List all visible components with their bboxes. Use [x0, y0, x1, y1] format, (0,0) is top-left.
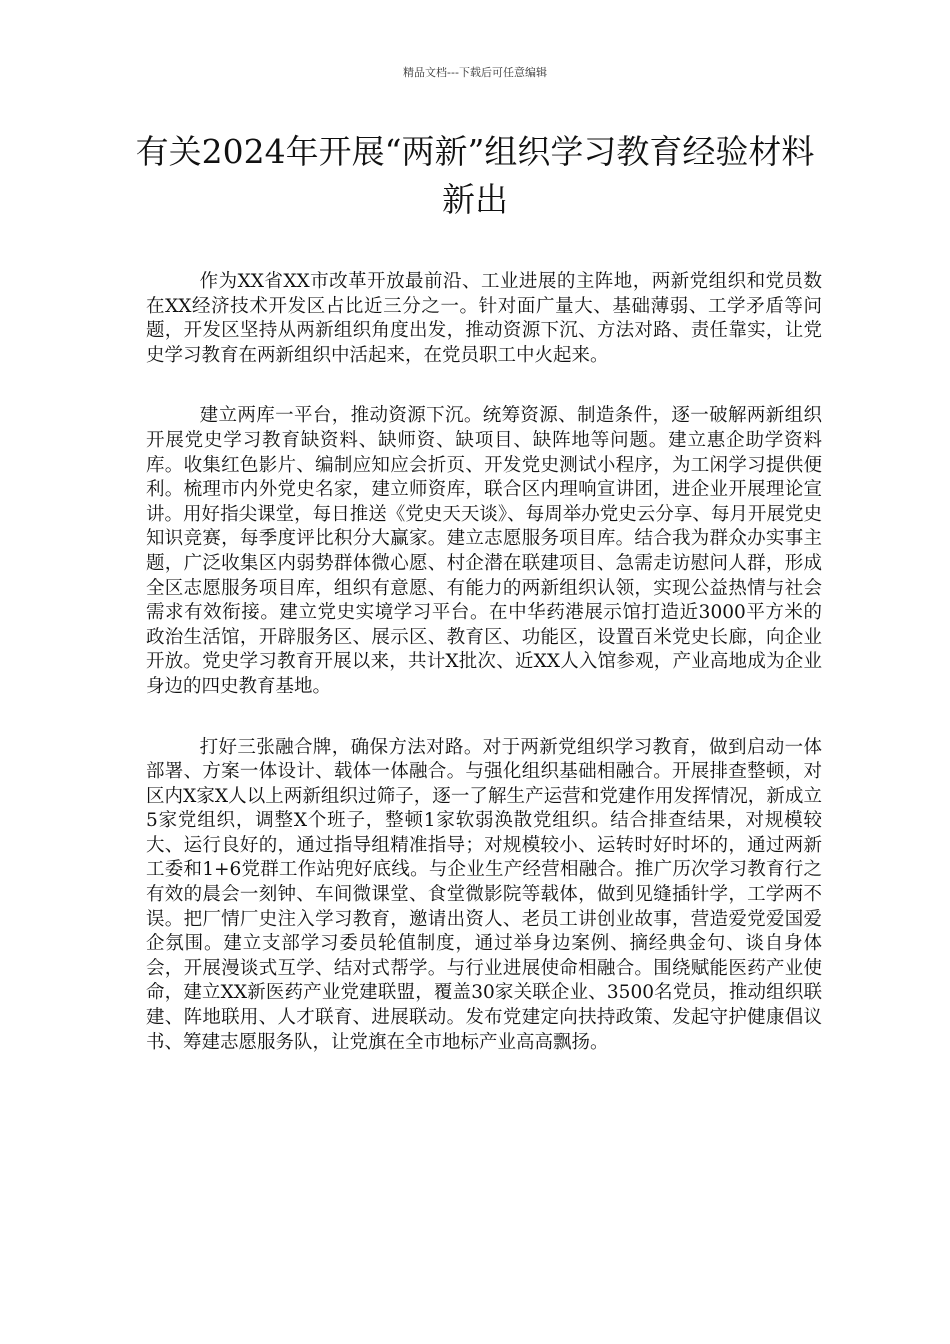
header-note: 精品文档---下载后可任意编辑: [403, 66, 547, 79]
paragraph-methods: 打好三张融合牌，确保方法对路。对于两新党组织学习教育，做到启动一体部署、方案一体设计、载体一体融合。与强化组织基础相融合。开展排查整顿，对区内X家X人以上两新组织过筛子，逐一了解生产运营和党建作用发挥情况，新成立5家党组织，调整X个班子，整顿1家软弱涣散党组织。结合排查结果，对规模较大、运行良好的，通过指导组精准指导；对规模较小、运转时好时坏的，通过两新工委和1+6党群工作站兜好底线。与企业生产经营相融合。推广历次学习教育行之有效的晨会一刻钟、车间微课堂、食堂微影院等载体，做到见缝插针学，工学两不误。把厂情厂史注入学习教育，邀请出资人、老员工讲创业故事，营造爱党爱国爱企氛围。建立支部学习委员轮值制度，通过举身边案例、摘经典金句、谈自身体会，开展漫谈式互学、结对式帮学。与行业进展使命相融合。围绕赋能医药产业使命，建立XX新医药产业党建联盟，覆盖30家关联企业、3500名党员，推动组织联建、阵地联用、人才联育、进展联动。发布党建定向扶持政策、发起守护健康倡议书、筹建志愿服务队，让党旗在全市地标产业高高飘扬。: [146, 736, 822, 1053]
document-title: 有关2024年开展“两新”组织学习教育经验材料新出: [135, 132, 815, 219]
document-body: [146, 270, 822, 1091]
paragraph-resources: 建立两库一平台，推动资源下沉。统筹资源、制造条件，逐一破解两新组织开展党史学习教育缺资料、缺师资、缺项目、缺阵地等问题。建立惠企助学资料库。收集红色影片、编制应知应会折页、开发党史测试小程序，为工闲学习提供便利。梳理市内外党史名家，建立师资库，联合区内理响宣讲团，进企业开展理论宣讲。用好指尖课堂，每日推送《党史天天谈》、每周举办党史云分享、每月开展党史知识竞赛，每季度评比积分大赢家。建立志愿服务项目库。结合我为群众办实事主题，广泛收集区内弱势群体微心愿、村企潜在联建项目、急需走访慰问人群，形成全区志愿服务项目库，组织有意愿、有能力的两新组织认领，实现公益热情与社会需求有效衔接。建立党史实境学习平台。在中华药港展示馆打造近3000平方米的政治生活馆，开辟服务区、展示区、教育区、功能区，设置百米党史长廊，向企业开放。党史学习教育开展以来，共计X批次、近XX人入馆参观，产业高地成为企业身边的四史教育基地。: [146, 405, 822, 697]
paragraph-intro: 作为XX省XX市改革开放最前沿、工业进展的主阵地，两新党组织和党员数在XX经济技术开发区占比近三分之一。针对面广量大、基础薄弱、工学矛盾等问题，开发区坚持从两新组织角度出发，推动资源下沉、方法对路、责任靠实，让党史学习教育在两新组织中活起来，在党员职工中火起来。: [146, 271, 822, 366]
